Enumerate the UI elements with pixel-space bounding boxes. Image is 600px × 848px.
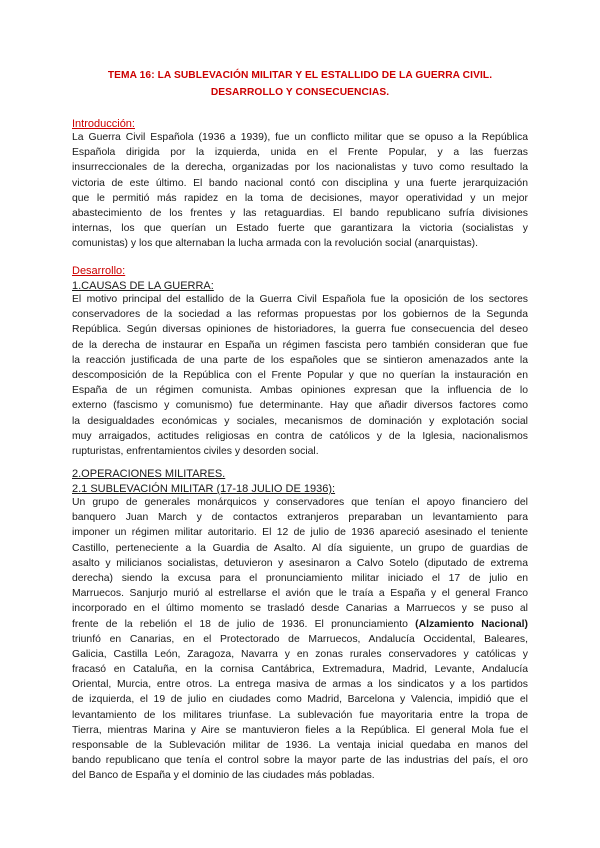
desarrollo-label: Desarrollo: <box>72 265 126 277</box>
causas-line: República. Según diversas opiniones de historiadores, la guerra fue consecuencia del deseo <box>72 324 528 336</box>
causas-line: muy arraigados, actitudes religiosas en contra de católicos y de la Iglesia, nacionalismos <box>72 430 528 442</box>
operaciones-line: bando republicano que tenía el control sobre la mayor parte de las industrias del país, el oro <box>72 755 528 767</box>
operaciones-line: fracasó en Cataluña, en la cornisa Cantábrica, Extremadura, Madrid, Levante, Andalucía <box>72 664 528 676</box>
intro-line: Española dirigida por la izquierda, unida en el Frente Popular, y a las fuerzas <box>72 147 528 159</box>
causas-line: externo (fascismo y comunismo) fue determinante. Hay que añadir diversos factores como <box>72 400 528 412</box>
operaciones-line: Galicia, Castilla León, Zaragoza, Navarra y en zonas rurales conservadores y católicas y <box>72 648 528 660</box>
operaciones-line: de izquierda, el 19 de julio en ciudades como Madrid, Barcelona y Valencia, impidió que el <box>72 694 528 706</box>
intro-line: comunistas) y los que alternaban la lucha armada con la revolución social (anarquistas). <box>72 238 479 250</box>
operaciones-line: banquero Juan March y de contactos extranjeros preparaban un levantamiento para <box>72 512 528 524</box>
sublevacion-subheading: 2.1 SUBLEVACIÓN MILITAR (17-18 JULIO DE 1936): <box>72 483 336 495</box>
title-line-2: DESARROLLO Y CONSECUENCIAS. <box>210 87 390 98</box>
intro-line: insurreccionales de la derecha, organizadas por los nacionalistas y tuvo como resultado la <box>72 162 528 174</box>
causas-heading: 1.CAUSAS DE LA GUERRA: <box>72 280 214 292</box>
operaciones-line: incorporado en el último momento se trasladó desde Canarias a Marruecos y se puso al <box>72 603 528 615</box>
operaciones-paragraph <box>72 495 528 784</box>
intro-paragraph <box>72 130 528 252</box>
operaciones-line: levantamiento de los militares triunfase. La sublevación fue mayoritaria entre la tropa de <box>72 709 528 721</box>
causas-line: la reacción justificada de una parte de los españoles que se sintieron amenazados ante la <box>72 354 528 366</box>
operaciones-line: asalto y milicianos socialistas, detuvieron y asesinaron a Calvo Sotelo (diputado de extrema <box>72 557 528 569</box>
operaciones-line: Tierra, mientras Marina y Aire se mantuvieron fieles a la República. El general Mola fue el <box>72 724 528 736</box>
alzamiento-nacional-term: (Alzamiento Nacional) <box>415 618 528 630</box>
causas-line: de la derecha de instaurar en España un régimen fascista pero también consideran que fue <box>72 339 528 351</box>
intro-line: victoria de este último. El bando nacional contó con disciplina y una fuerte jerarquización <box>72 177 528 189</box>
operaciones-line: derecha) siendo la excusa para el pronunciamiento militar iniciado el 17 de julio en <box>72 572 528 584</box>
operaciones-line: Castillo, perteneciente a la Guardia de Asalto. Al día siguiente, un grupo de guardias de <box>72 542 528 554</box>
intro-line: que le permitió más rapidez en la toma de decisiones, mayor operatividad y un mejor <box>72 192 528 204</box>
operaciones-line: Marruecos. Sanjurjo murió al estrellarse el avión que le traía a España y el general Franco <box>72 588 528 600</box>
intro-line: La Guerra Civil Española (1936 a 1939), fue un conflicto militar que se opuso a la República <box>72 132 528 143</box>
operaciones-line: Un grupo de generales monárquicos y conservadores que tenían el apoyo financiero del <box>72 497 528 508</box>
operaciones-line: triunfó en Canarias, en el Protectorado de Marruecos, Andalucía Occidental, Baleares, <box>72 633 528 645</box>
title-line-1: TEMA 16: LA SUBLEVACIÓN MILITAR Y EL ESTALLIDO DE LA GUERRA CIVIL. <box>107 70 493 81</box>
causas-line: conservadores de la sociedad a las reformas propuestas por los gobiernos de la Segunda <box>72 309 528 321</box>
causas-line: la desigualdades económicas y sociales, mecanismos de dominación y explotación social <box>72 415 528 427</box>
operaciones-heading: 2.OPERACIONES MILITARES. <box>72 468 226 480</box>
causas-line: España de un régimen comunista. Ambas opiniones expresan que la influencia de lo <box>72 385 528 397</box>
causas-line: El motivo principal del estallido de la Guerra Civil Española fue la oposición de los sectores <box>72 294 528 305</box>
intro-label: Introducción: <box>72 118 135 130</box>
operaciones-line: imponer un régimen militar autoritario. El 12 de julio de 1936 apareció asesinado el teniente <box>72 527 528 539</box>
causas-line: rupturistas, enfrentamientos civiles y desorden social. <box>72 445 319 457</box>
operaciones-line: del Banco de España y el dominio de las ciudades más pobladas. <box>72 770 375 782</box>
causas-paragraph <box>72 292 528 459</box>
intro-line: internas, los que querían un Estado fuerte que garantizara la victoria (socialistas y <box>72 223 528 235</box>
operaciones-line: responsable de la Sublevación militar de 1936. La ventaja inicial quedaba en manos del <box>72 740 528 751</box>
causas-line: descomposición de la República con el Frente Popular y que no querían la instauración en <box>72 369 528 381</box>
intro-line: abastecimiento de los frentes y las retaguardias. El bando republicano sufría divisiones <box>72 207 528 219</box>
document-title <box>72 67 528 101</box>
operaciones-line-with-bold <box>72 617 528 632</box>
operaciones-line: Oriental, Murcia, entre otros. La entrega masiva de armas a los sindicatos y a los partidos <box>72 679 528 691</box>
operaciones-line-text: frente de la rebelión el 18 de julio de 1936. El pronunciamiento <box>72 618 416 630</box>
